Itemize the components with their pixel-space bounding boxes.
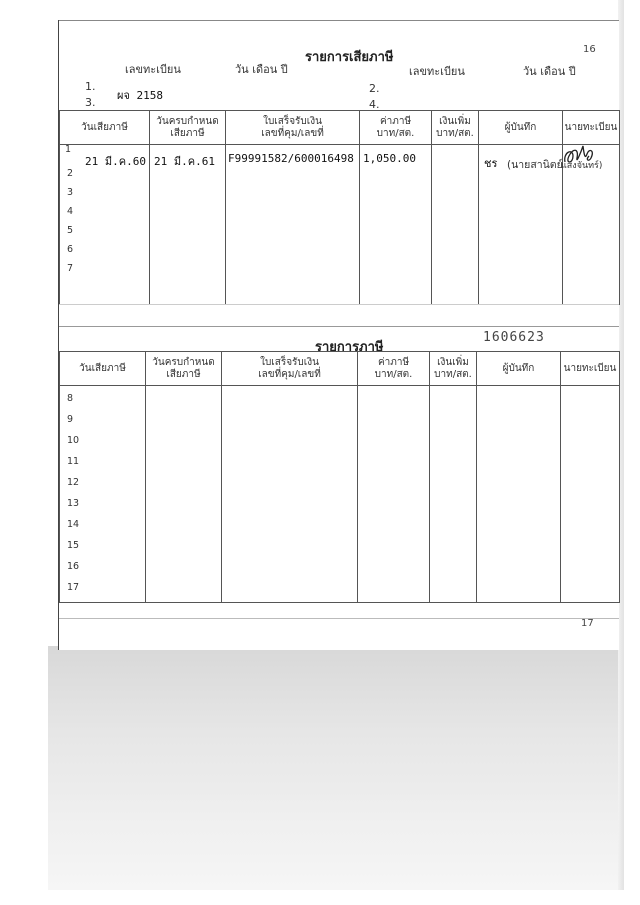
page-number-bottom: 17 (581, 618, 594, 629)
row-number: 15 (67, 540, 80, 551)
page-number-top: 16 (583, 44, 596, 55)
row-number: 17 (67, 582, 80, 593)
entry-recorder: ชร (484, 157, 498, 170)
row-number: 2 (67, 168, 74, 179)
header-tax-amount: ค่าภาษี บาท/สต. (360, 111, 432, 145)
header-tax-date: วันเสียภาษี (60, 111, 150, 145)
scan-shadow (48, 646, 622, 890)
row-number: 13 (67, 498, 80, 509)
entry-receipt-number: F99991582/600016498 (228, 152, 354, 165)
row-number: 8 (67, 393, 74, 404)
row-number: 12 (67, 477, 80, 488)
header-recorder: ผู้บันทึก (479, 111, 563, 145)
page-top-border (59, 20, 619, 21)
list-item-3: 3. (85, 96, 96, 109)
header-registrar: นายทะเบียน (561, 352, 620, 386)
tax-record-page (58, 20, 619, 650)
divider (59, 326, 619, 327)
row-number: 4 (67, 206, 74, 217)
entry-due-date: 21 มี.ค.61 (154, 155, 215, 168)
stamp-number: 1606623 (483, 330, 545, 345)
tax-table-2 (59, 351, 620, 603)
table2-body-row (60, 386, 620, 603)
header-recorder: ผู้บันทึก (477, 352, 561, 386)
reg-label-2: เลขทะเบียน (409, 65, 465, 78)
row-number: 5 (67, 225, 74, 236)
table2-header-row (60, 352, 620, 386)
registration-value: ผจ 2158 (117, 89, 164, 102)
tax-table-1 (59, 110, 620, 305)
section1-title: รายการเสียภาษี (305, 50, 394, 65)
row-number: 10 (67, 435, 80, 446)
row-number: 6 (67, 244, 74, 255)
registrar-signature-icon (561, 142, 599, 170)
row-number: 3 (67, 187, 74, 198)
header-due-date: วันครบกำหนด เสียภาษี (146, 352, 222, 386)
header-tax-amount: ค่าภาษี บาท/สต. (358, 352, 430, 386)
list-item-1: 1. (85, 80, 96, 93)
header-surcharge: เงินเพิ่ม บาท/สต. (430, 352, 477, 386)
divider (59, 618, 619, 619)
header-receipt: ใบเสร็จรับเงิน เลขที่คุม/เลขที่ (226, 111, 360, 145)
header-surcharge: เงินเพิ่ม บาท/สต. (432, 111, 479, 145)
entry-recorder-name: (นายสานิตย์ (507, 159, 563, 171)
reg-label-1: เลขทะเบียน (125, 63, 181, 76)
row-number: 1 (65, 144, 72, 155)
header-receipt: ใบเสร็จรับเงิน เลขที่คุม/เลขที่ (222, 352, 358, 386)
divider (59, 304, 619, 305)
entry-tax-date: 21 มี.ค.60 (85, 155, 146, 168)
row-number: 11 (67, 456, 80, 467)
section2-title: รายการภาษี (315, 340, 384, 355)
date-label-1: วัน เดือน ปี (235, 63, 288, 76)
entry-registrar-note: แสงจันทร์) (561, 161, 603, 171)
entry-tax-amount: 1,050.00 (363, 152, 416, 165)
date-label-2: วัน เดือน ปี (523, 65, 576, 78)
header-due-date: วันครบกำหนด เสียภาษี (150, 111, 226, 145)
row-number: 9 (67, 414, 74, 425)
table1-header-row (60, 111, 620, 145)
list-item-2: 2. (369, 82, 380, 95)
header-registrar: นายทะเบียน (563, 111, 620, 145)
row-number: 7 (67, 263, 74, 274)
header-tax-date: วันเสียภาษี (60, 352, 146, 386)
list-item-4: 4. (369, 98, 380, 111)
row-number: 14 (67, 519, 80, 530)
row-number: 16 (67, 561, 80, 572)
